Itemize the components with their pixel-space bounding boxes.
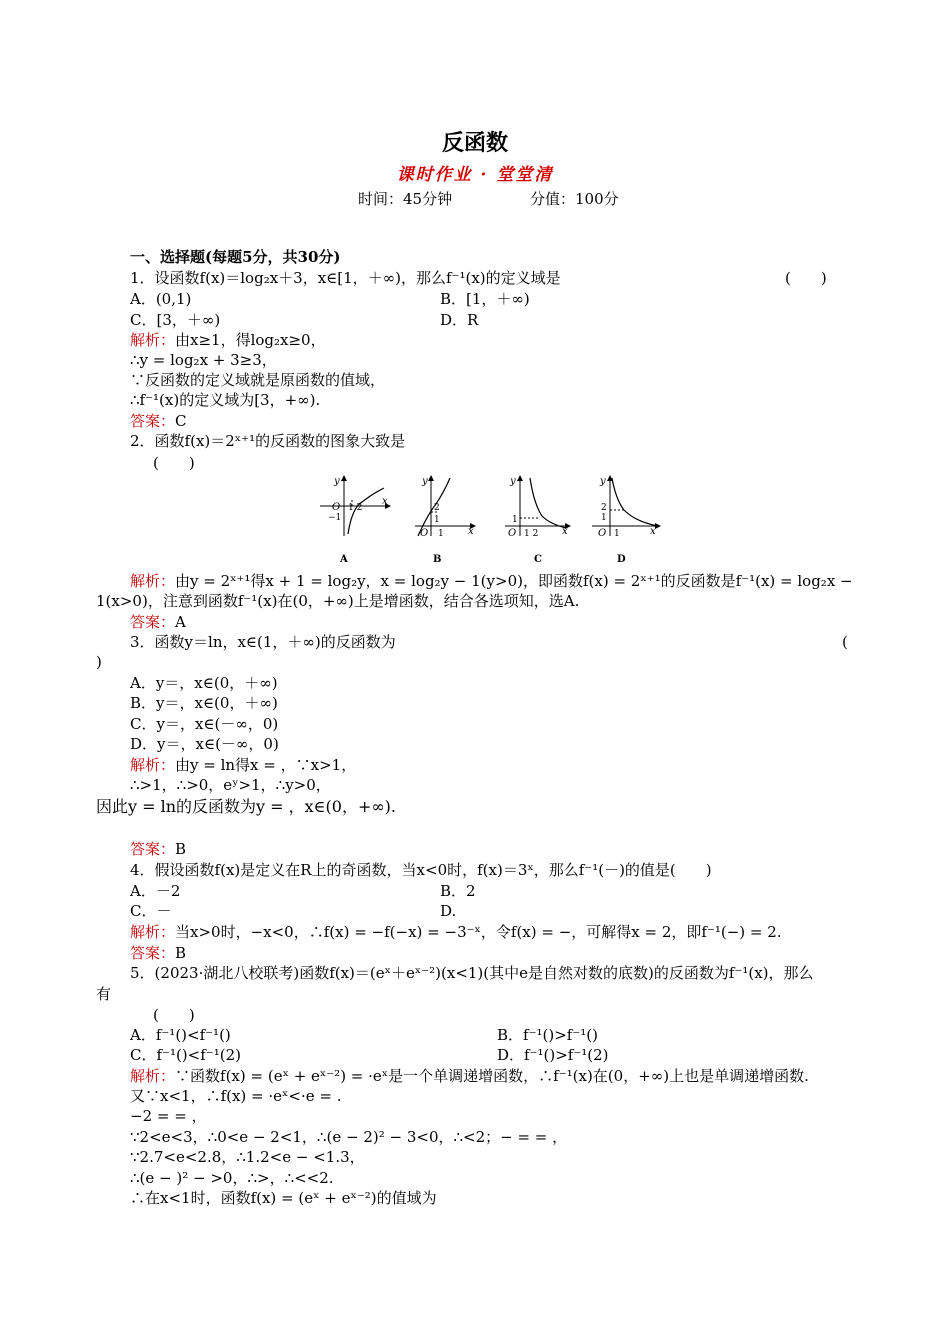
svg-text:O: O: [598, 528, 607, 539]
q5-analysis-line: ∴在x<1时，函数f(x) = (eˣ + eˣ⁻²)的值域为: [130, 1189, 437, 1207]
graph-c: [505, 476, 570, 565]
q2-graphs: [310, 470, 670, 570]
q1-option-d: D．R: [440, 311, 479, 329]
svg-text:1: 1: [438, 529, 444, 539]
q1-analysis-line: ∴y = log₂x + 3≥3，: [130, 351, 277, 369]
svg-text:O: O: [420, 528, 429, 539]
graph-tick: −1: [328, 513, 342, 523]
q5-analysis-line: ∵2.7<e<2.8，∴1.2<e − <1.3，: [130, 1148, 365, 1166]
q1-option-a: A．(0,1): [130, 290, 192, 308]
q5-analysis-line: ∴(e − )² − >0，∴>，∴<<2.: [130, 1169, 334, 1187]
q3-option-a: A．y＝，x∈(0，＋∞): [130, 674, 278, 692]
q1-option-b: B．[1，＋∞): [440, 290, 530, 308]
svg-text:1: 1: [614, 529, 620, 539]
graph-label-c: C: [534, 554, 542, 565]
q5-analysis-line: −2 = = ，: [130, 1107, 207, 1125]
q2-stem: 2．函数f(x)＝2ˣ⁺¹的反函数的图象大致是: [130, 432, 406, 450]
svg-text:y: y: [510, 476, 516, 487]
q3-paren-open: (: [842, 633, 848, 651]
q5-paren: ( ): [153, 1006, 195, 1024]
q1-paren: ( ): [785, 269, 827, 287]
svg-text:x: x: [562, 526, 568, 537]
q4-option-c: C．－: [130, 902, 172, 920]
graph-axis-x: x: [382, 496, 388, 507]
q1-option-c: C．[3，＋∞): [130, 311, 221, 329]
q5-analysis-line: 又∵x<1，∴f(x) = ·eˣ<·e = .: [130, 1087, 342, 1105]
q3-analysis: 解析：由y = ln得x = ，∵x>1，: [130, 756, 357, 774]
page-title: 反函数: [441, 130, 508, 156]
graph-b: [415, 476, 475, 565]
q3-option-d: D．y＝，x∈(－∞，0): [130, 735, 279, 753]
svg-text:1: 1: [434, 515, 440, 525]
graph-tick: 1 2: [348, 503, 363, 513]
q4-analysis: 解析：当x>0时，−x<0，∴f(x) = −f(−x) = −3⁻ˣ，令f(x) = −，可解得x = 2，即f⁻¹(−) = 2.: [130, 923, 782, 941]
q3-analysis-line: 因此y = ln的反函数为y = ，x∈(0，+∞).: [96, 797, 397, 816]
graph-d: [592, 476, 660, 565]
q2-analysis: 解析：由y = 2ˣ⁺¹得x + 1 = log₂y，x = log₂y − 1(y>0)，即函数f(x) = 2ˣ⁺¹的反函数是f⁻¹(x) = log₂x −: [130, 572, 853, 590]
q1-answer: 答案：C: [130, 412, 187, 430]
svg-text:y: y: [422, 476, 428, 487]
q5-option-b: B．f⁻¹()>f⁻¹(): [497, 1026, 598, 1044]
q3-answer: 答案：B: [130, 840, 187, 858]
q3-option-c: C．y＝，x∈(－∞，0): [130, 715, 279, 733]
q4-option-b: B．2: [440, 882, 476, 900]
q2-answer: 答案：A: [130, 613, 186, 631]
q5-analysis: 解析：∵函数f(x) = (eˣ + eˣ⁻²) = ·eˣ是一个单调递增函数，∴f⁻¹(x)在(0，+∞)上也是单调递增函数.: [130, 1067, 809, 1085]
graph-axis-y: y: [334, 476, 340, 487]
q5-option-d: D．f⁻¹()>f⁻¹(2): [497, 1046, 609, 1064]
svg-text:2: 2: [601, 503, 607, 513]
section-heading: 一、选择题(每题5分，共30分): [130, 248, 341, 266]
answer-label: 答案：: [130, 412, 176, 430]
graph-label-a: A: [340, 554, 348, 565]
q5-stem-cont: 有: [96, 985, 112, 1003]
q2-analysis-line: 1(x>0)，注意到函数f⁻¹(x)在(0，+∞)上是增函数，结合各选项知，选A.: [96, 592, 580, 610]
score-info: 分值：100分: [530, 190, 619, 208]
q1-stem: 1．设函数f(x)＝log₂x＋3，x∈[1，＋∞)，那么f⁻¹(x)的定义域是: [130, 269, 561, 287]
q4-option-a: A．－2: [130, 882, 181, 900]
q4-option-d: D.: [440, 902, 457, 920]
svg-text:1: 1: [512, 515, 518, 525]
graph-label-d: D: [617, 554, 626, 565]
q4-stem: 4．假设函数f(x)是定义在R上的奇函数，当x<0时，f(x)＝3ˣ，那么f⁻¹(－)的值是( ): [130, 861, 712, 879]
q5-option-c: C．f⁻¹()<f⁻¹(2): [130, 1046, 241, 1064]
svg-text:O: O: [508, 528, 517, 539]
svg-text:2: 2: [434, 503, 440, 513]
q1-analysis-line: ∵反函数的定义域就是原函数的值域，: [130, 371, 386, 389]
q5-option-a: A．f⁻¹()<f⁻¹(): [130, 1026, 231, 1044]
q5-analysis-line: ∵2<e<3，∴0<e − 2<1，∴(e − 2)² − 3<0，∴<2；− = = ，: [130, 1128, 568, 1146]
q3-paren-close: ): [96, 653, 102, 671]
q1-analysis-line: ∴f⁻¹(x)的定义域为[3，+∞).: [130, 391, 321, 409]
time-info: 时间：45分钟: [358, 190, 453, 208]
q4-answer: 答案：B: [130, 944, 187, 962]
q3-analysis-line: ∴>1，∴>0，eʸ>1，∴y>0，: [130, 776, 331, 794]
q2-paren: ( ): [153, 454, 195, 472]
q3-stem: 3．函数y＝ln，x∈(1，＋∞)的反函数为: [130, 633, 396, 651]
q1-analysis: 解析：由x≥1，得log₂x≥0，: [130, 331, 326, 349]
svg-text:x: x: [650, 526, 656, 537]
graph-origin: O: [332, 502, 341, 513]
graph-a: [320, 476, 390, 565]
svg-text:1: 1: [601, 513, 607, 523]
analysis-label: 解析：: [130, 331, 176, 349]
graph-label-b: B: [433, 554, 442, 565]
svg-text:y: y: [600, 476, 606, 487]
page-subtitle: 课时作业 · 堂堂清: [396, 165, 554, 185]
svg-text:x: x: [468, 526, 474, 537]
q3-option-b: B．y＝，x∈(0，＋∞): [130, 694, 278, 712]
q5-stem: 5．(2023·湖北八校联考)函数f(x)＝(eˣ＋eˣ⁻²)(x<1)(其中e是自然对数的底数)的反函数为f⁻¹(x)，那么: [130, 964, 814, 982]
svg-text:1 2: 1 2: [524, 529, 539, 539]
